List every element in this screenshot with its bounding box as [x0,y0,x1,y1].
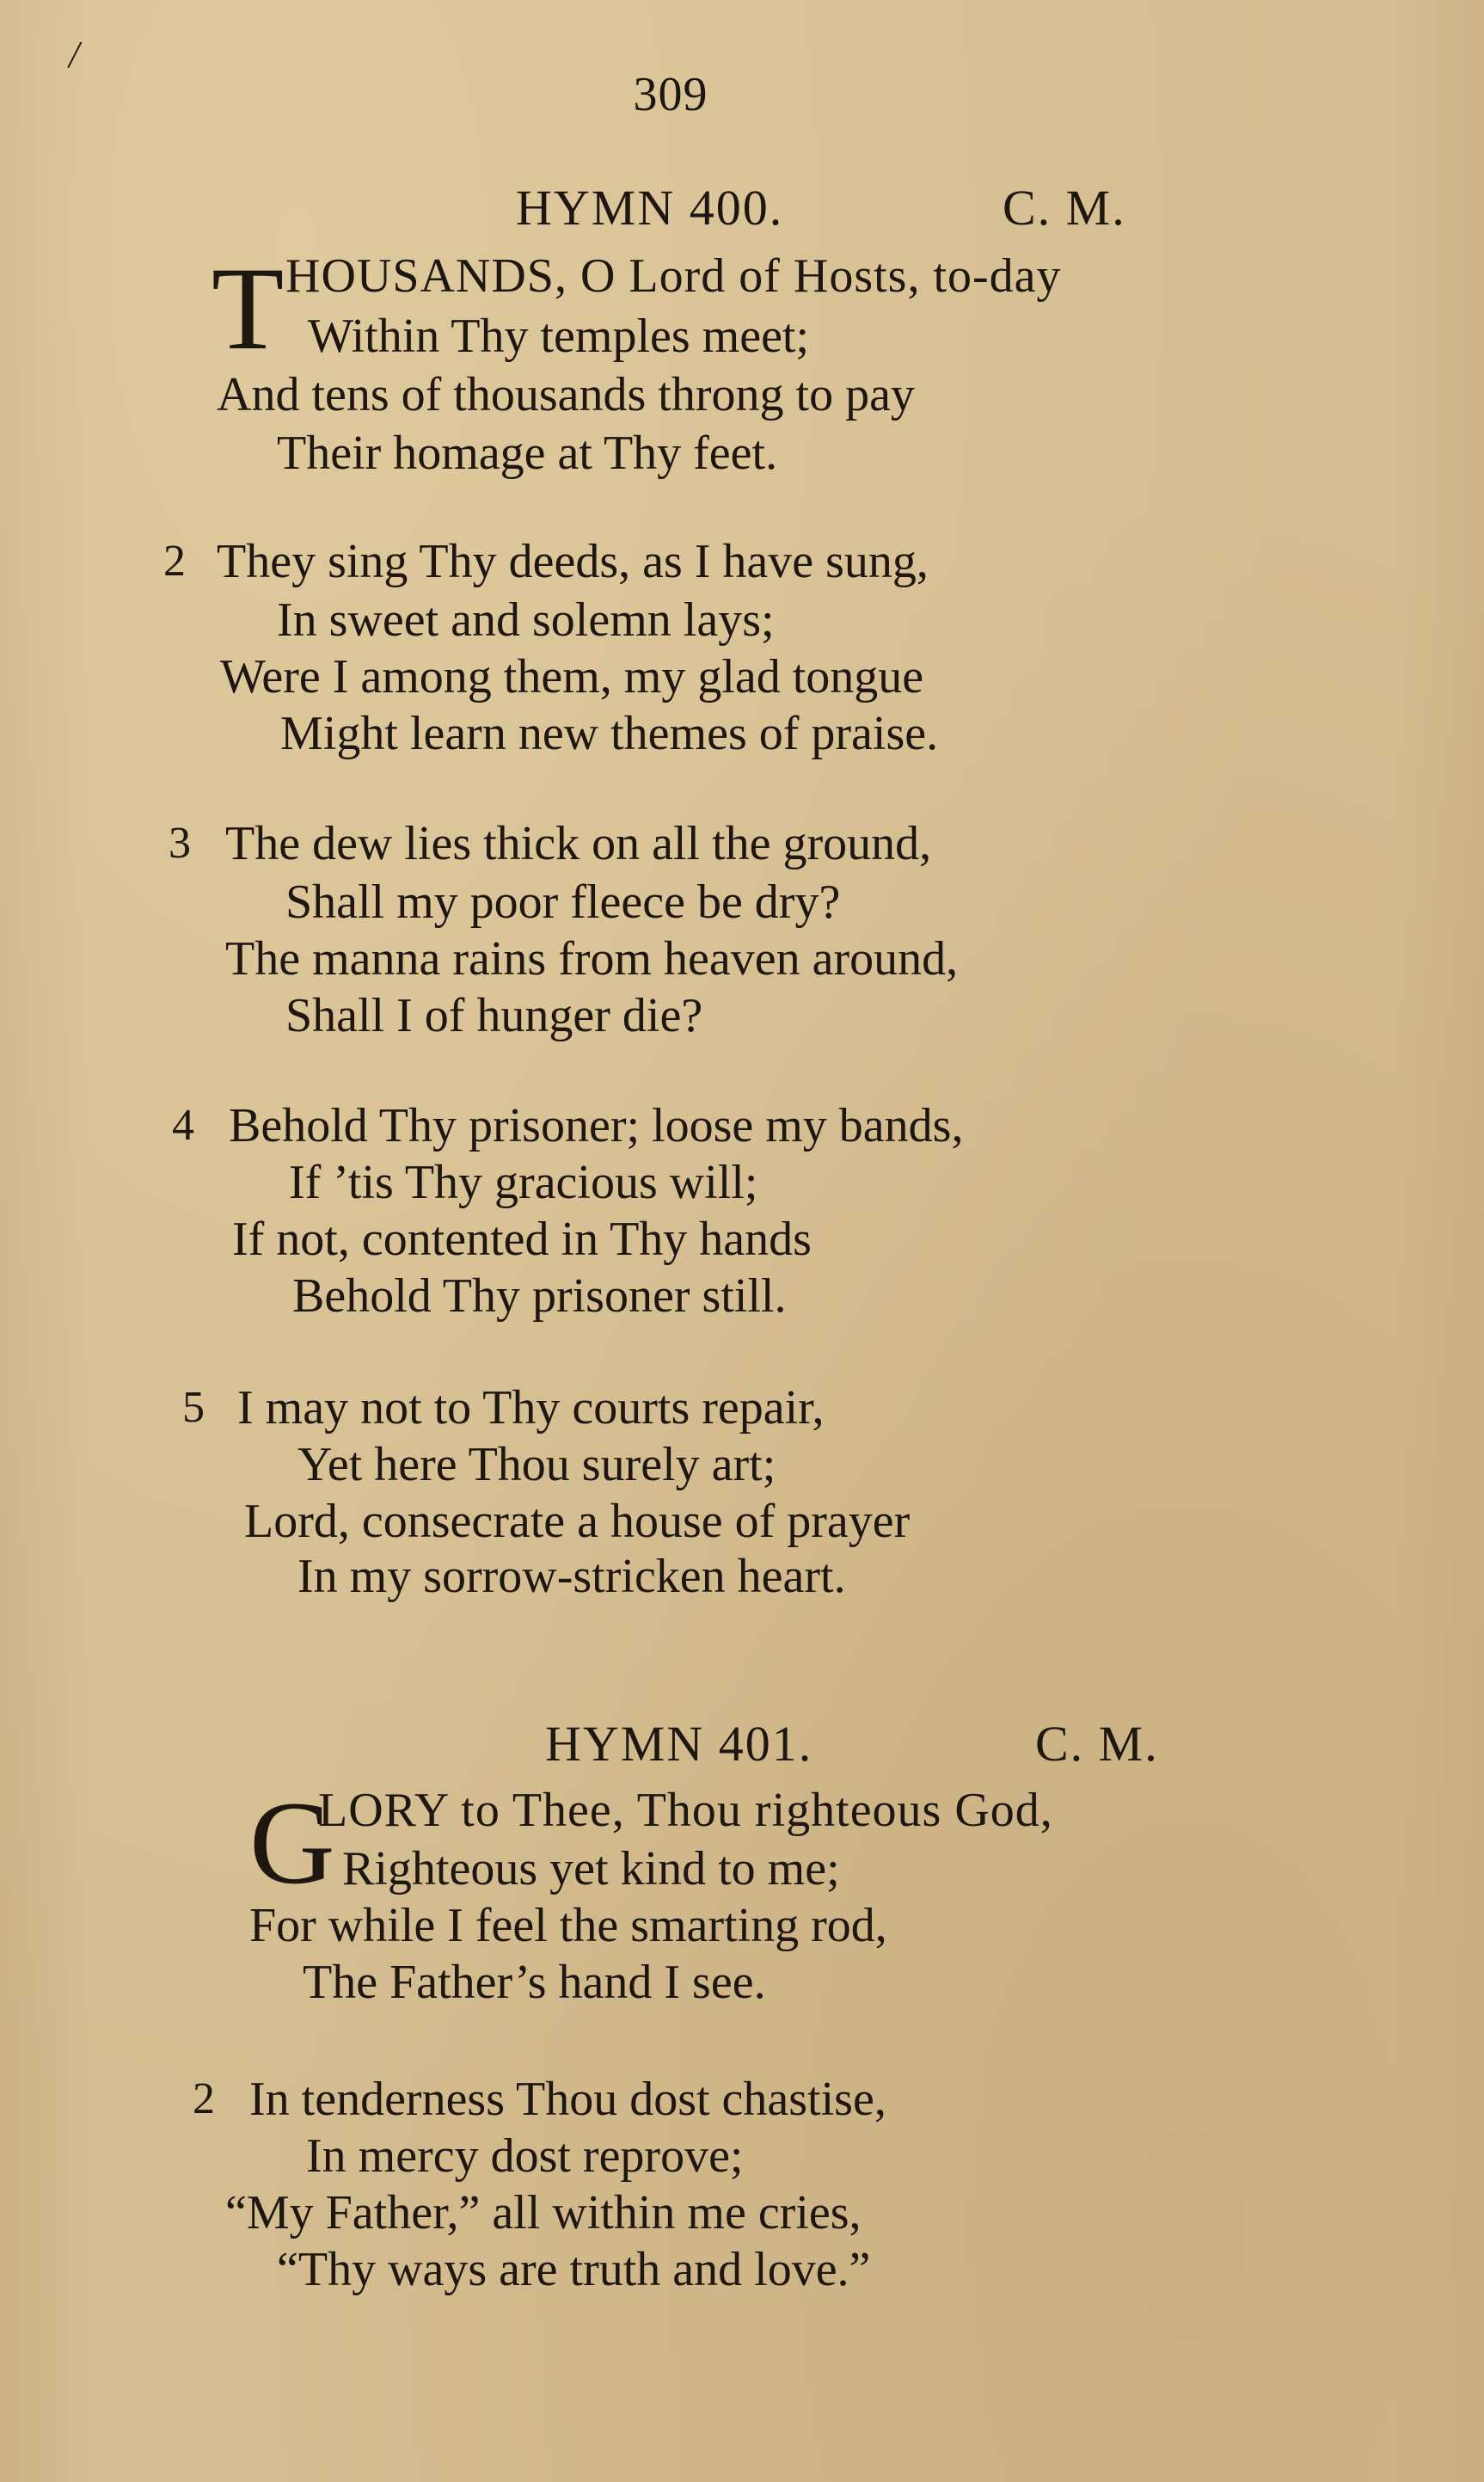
verse-line: Their homage at Thy feet. [277,427,778,480]
verse-line: Shall I of hunger die? [285,989,703,1042]
verse-line: If ’tis Thy gracious will; [289,1156,758,1209]
verse-line: For while I feel the smarting rod, [249,1899,887,1952]
hymn-meter: C. M. [1035,1716,1159,1772]
verse-line: Behold Thy prisoner; loose my bands, [229,1099,964,1152]
verse-line: In mercy dost reprove; [306,2129,744,2183]
drop-cap: T [212,243,285,374]
verse-line: LORY to Thee, Thou righteous God, [318,1784,1053,1837]
verse-line: If not, contented in Thy hands [232,1213,812,1266]
hymn-heading [0,1715,1484,1775]
verse-line: And tens of thousands throng to pay [217,368,915,421]
verse-line: Yet here Thou surely art; [297,1438,776,1491]
verse-number: 4 [172,1101,194,1150]
hymn-title: HYMN 400. [516,180,784,236]
hymn-meter: C. M. [1003,180,1126,236]
verse-line: The dew lies thick on all the ground, [225,817,932,870]
verse-line: Were I among them, my glad tongue [220,650,924,703]
verse-line: I may not to Thy courts repair, [237,1381,825,1435]
verse-number: 2 [163,537,186,586]
verse-line: In sweet and solemn lays; [277,593,775,647]
verse-line: They sing Thy deeds, as I have sung, [217,535,929,588]
verse-line: Righteous yet kind to me; [342,1842,840,1895]
verse-line: Shall my poor fleece be dry? [285,875,841,929]
verse-line: HOUSANDS, O Lord of Hosts, to-day [285,249,1062,303]
verse-line: The manna rains from heaven around, [225,932,959,986]
corner-pencil-mark: / [69,34,80,76]
verse-number: 3 [169,819,191,868]
verse-line: Behold Thy prisoner still. [292,1269,787,1323]
verse-line: “My Father,” all within me cries, [225,2186,862,2239]
verse-line: In my sorrow-stricken heart. [297,1550,846,1603]
verse-line: The Father’s hand I see. [303,1956,766,2009]
verse-line: “Thy ways are truth and love.” [277,2243,871,2296]
verse-line: In tenderness Thou dost chastise, [249,2073,886,2126]
hymn-heading [0,179,1484,239]
page-number: 309 [633,68,708,121]
drop-cap: G [249,1777,335,1908]
hymn-title: HYMN 401. [545,1716,813,1772]
verse-line: Might learn new themes of praise. [280,707,939,760]
verse-number: 5 [182,1383,205,1432]
verse-line: Lord, consecrate a house of prayer [244,1495,911,1548]
verse-number: 2 [193,2074,215,2123]
verse-line: Within Thy temples meet; [308,310,810,363]
